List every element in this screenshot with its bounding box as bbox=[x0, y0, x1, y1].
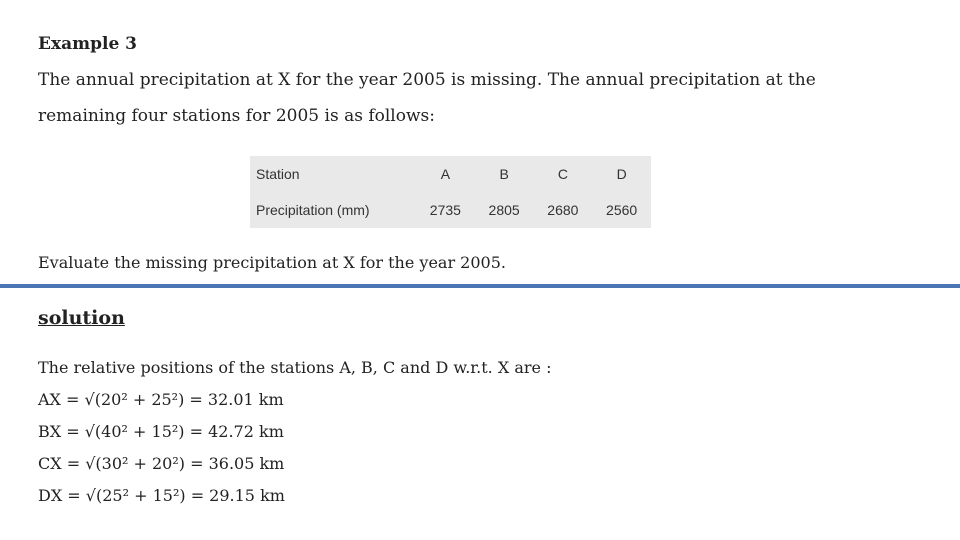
example-title: Example 3 bbox=[38, 34, 138, 54]
solution-line-ax: AX = √(20² + 25²) = 32.01 km bbox=[38, 390, 284, 409]
table-cell: B bbox=[499, 166, 509, 182]
table-cell: 2735 bbox=[429, 202, 461, 218]
precipitation-table bbox=[250, 156, 651, 228]
solution-line-dx: DX = √(25² + 15²) = 29.15 km bbox=[38, 486, 285, 505]
table-cell: 2560 bbox=[606, 202, 638, 218]
solution-line-cx: CX = √(30² + 20²) = 36.05 km bbox=[38, 454, 285, 473]
solution-heading: solution bbox=[38, 307, 125, 329]
table-cell: Station bbox=[256, 166, 300, 182]
solution-line-bx: BX = √(40² + 15²) = 42.72 km bbox=[38, 422, 284, 441]
table-cell: Precipitation (mm) bbox=[256, 202, 370, 218]
section-divider bbox=[0, 284, 960, 288]
table-cell: C bbox=[557, 166, 568, 182]
table-cell: 2680 bbox=[547, 202, 579, 218]
solution-intro: The relative positions of the stations A, B, C and D w.r.t. X are : bbox=[38, 358, 552, 377]
table-cell: D bbox=[616, 166, 627, 182]
table-cell: 2805 bbox=[488, 202, 520, 218]
precipitation-table-grid bbox=[250, 156, 651, 228]
table-row-station bbox=[250, 156, 651, 192]
question-text: Evaluate the missing precipitation at X for the year 2005. bbox=[38, 253, 506, 272]
table-row-precipitation bbox=[250, 192, 651, 228]
problem-text-line-2: remaining four stations for 2005 is as follows: bbox=[38, 106, 435, 126]
problem-text-line-1: The annual precipitation at X for the year 2005 is missing. The annual precipitation at the bbox=[38, 70, 816, 90]
table-cell: A bbox=[440, 166, 451, 182]
